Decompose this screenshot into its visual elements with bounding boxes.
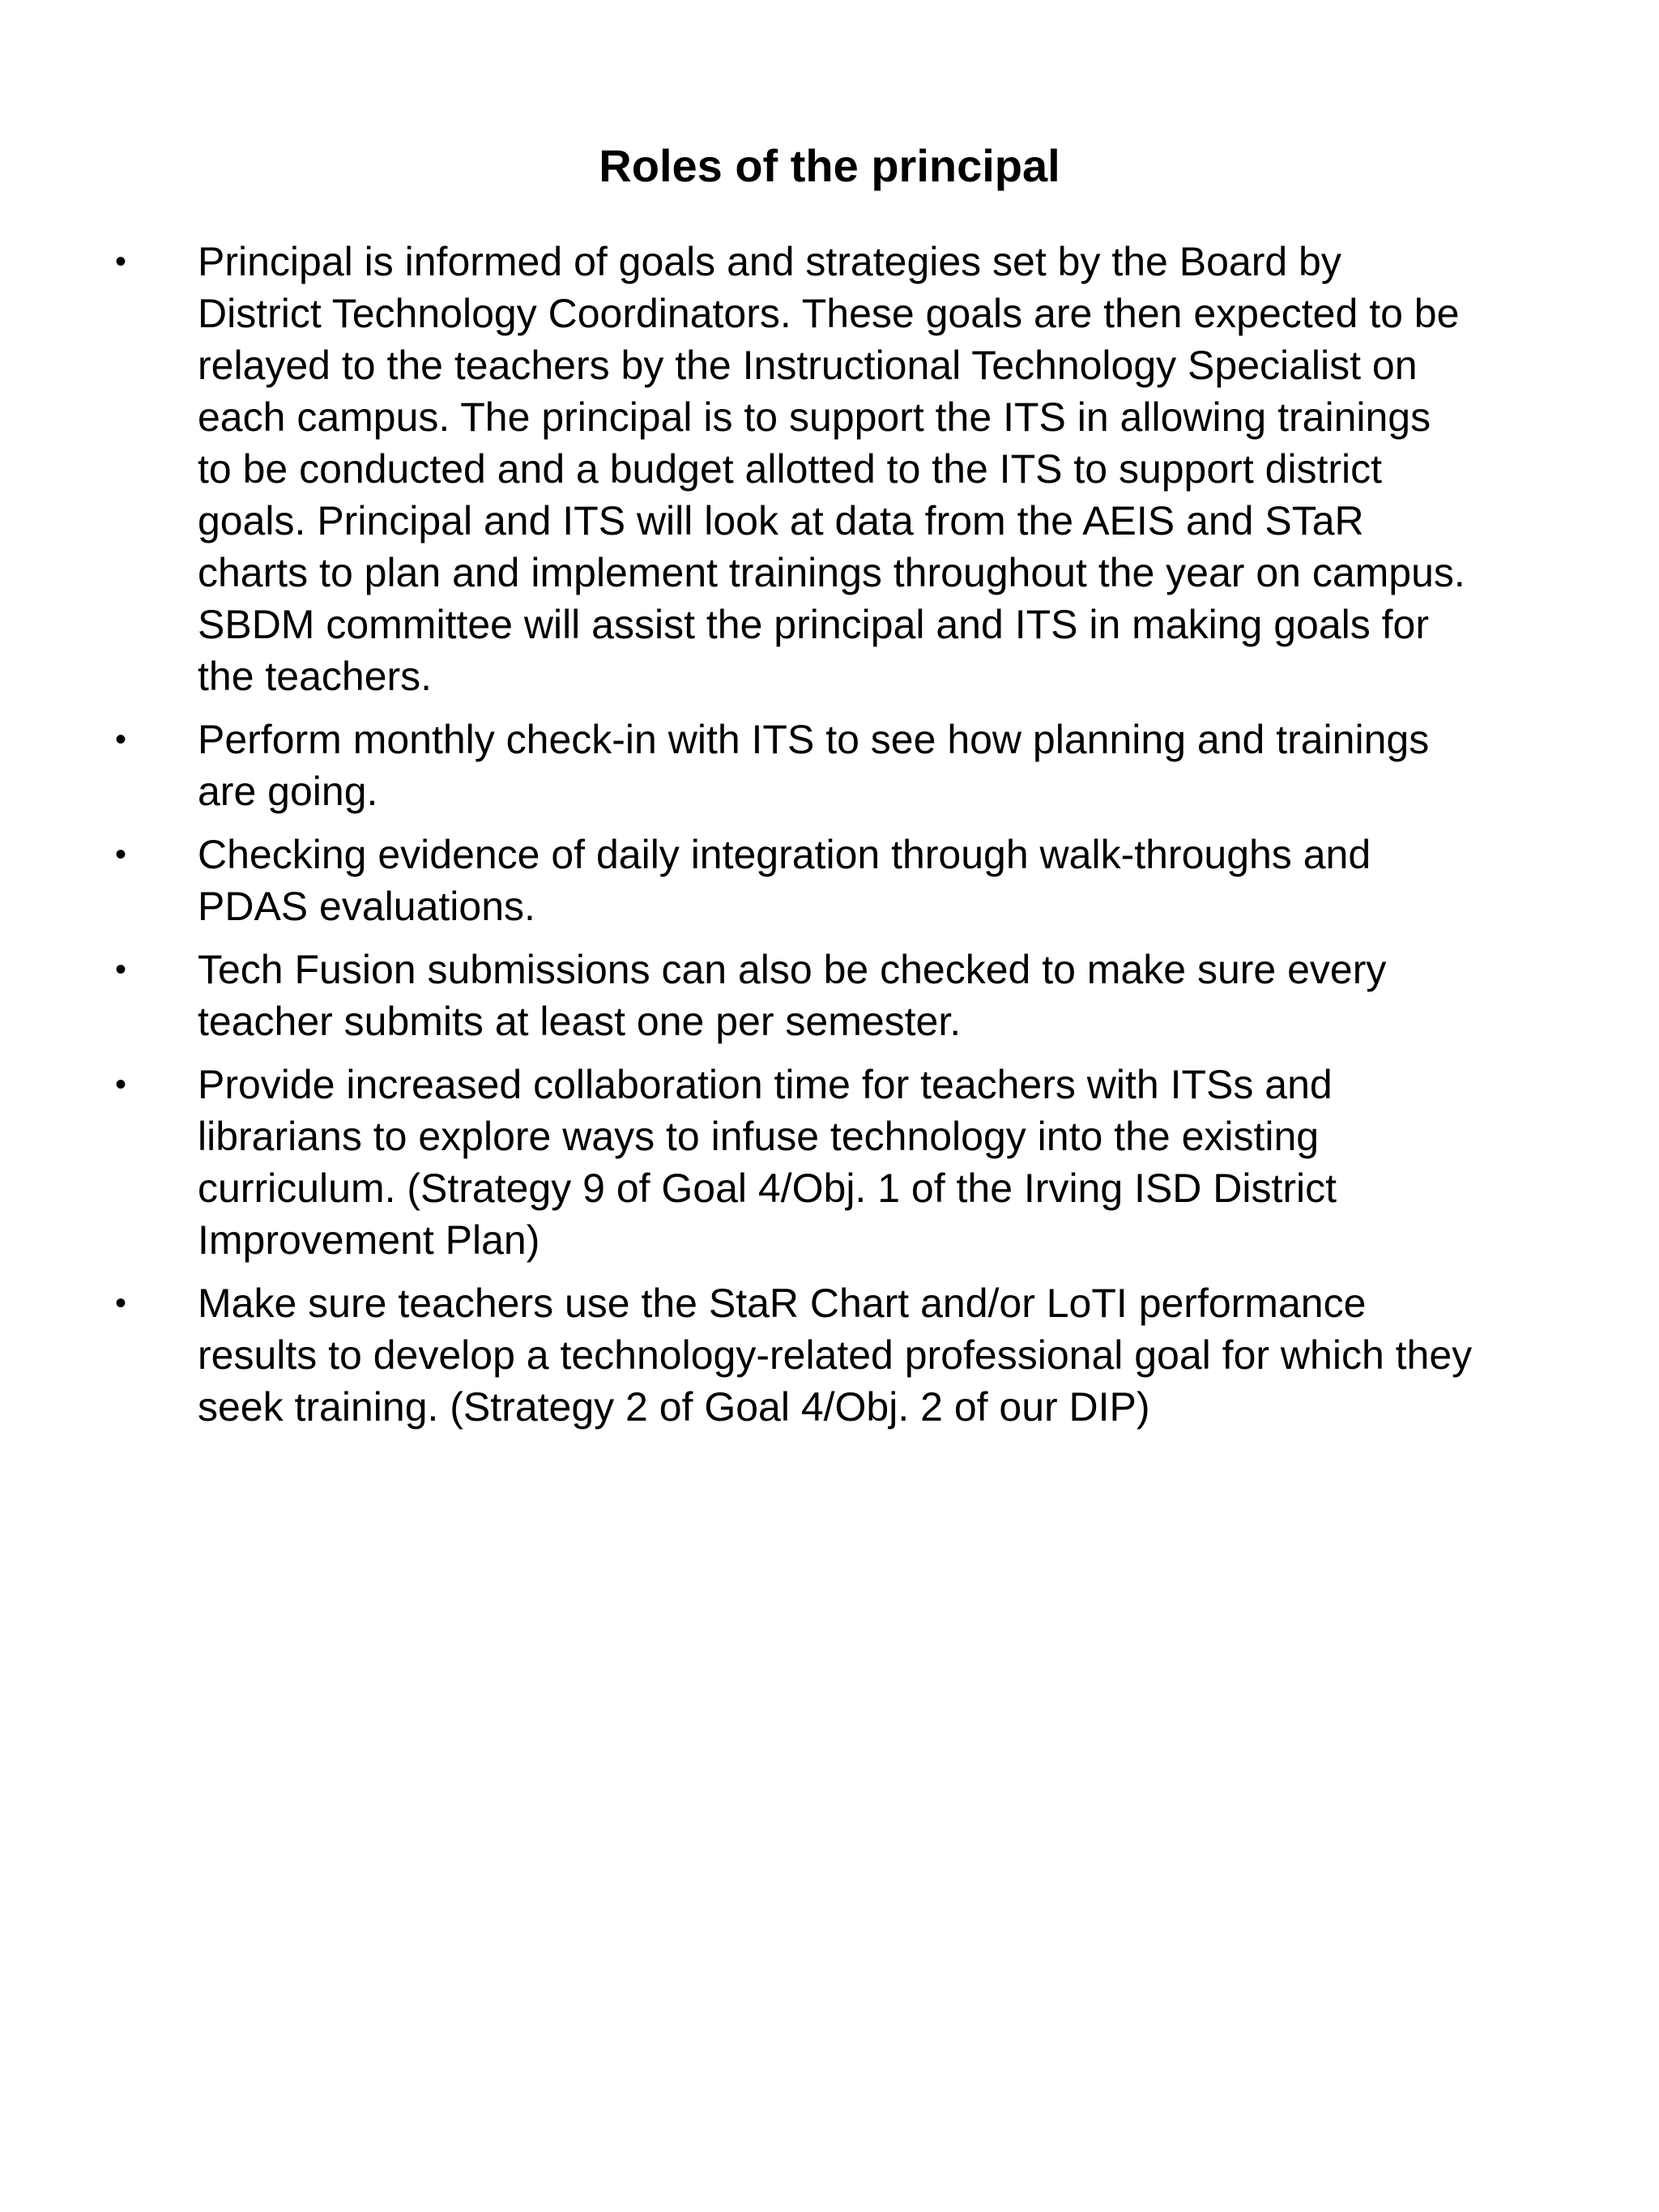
bullet-text	[198, 944, 1578, 1047]
text-line: Tech Fusion submissions can also be checked to make sure every	[198, 947, 1387, 992]
bullet-icon: •	[115, 952, 127, 987]
text-line: Principal is informed of goals and strategies set by the Board by	[198, 239, 1341, 284]
text-line: charts to plan and implement trainings throughout the year on campus.	[198, 550, 1465, 595]
text-line: relayed to the teachers by the Instructional Technology Specialist on	[198, 343, 1418, 388]
text-line: District Technology Coordinators. These goals are then expected to be	[198, 291, 1460, 336]
list-item	[0, 944, 1659, 1047]
text-line: Perform monthly check-in with ITS to see how planning and trainings	[198, 717, 1430, 762]
list-item	[0, 1059, 1659, 1266]
bullet-icon: •	[115, 1285, 127, 1321]
bullet-icon: •	[115, 1067, 127, 1102]
bullet-icon: •	[115, 837, 127, 872]
text-line: seek training. (Strategy 2 of Goal 4/Obj. 2 of our DIP)	[198, 1384, 1150, 1430]
list-item	[0, 1277, 1659, 1433]
text-line: to be conducted and a budget allotted to the ITS to support district	[198, 446, 1383, 492]
text-line: Make sure teachers use the StaR Chart and/or LoTI performance	[198, 1281, 1367, 1326]
list-item	[0, 714, 1659, 817]
text-line: Improvement Plan)	[198, 1217, 540, 1263]
page-title: Roles of the principal	[599, 140, 1060, 191]
text-line: curriculum. (Strategy 9 of Goal 4/Obj. 1 of the Irving ISD District	[198, 1166, 1337, 1211]
text-line: the teachers.	[198, 654, 433, 699]
bullet-text	[198, 1059, 1578, 1266]
text-line: results to develop a technology-related professional goal for which they	[198, 1332, 1473, 1378]
text-line: Checking evidence of daily integration through walk-throughs and	[198, 832, 1371, 877]
text-line: Provide increased collaboration time for teachers with ITSs and	[198, 1062, 1333, 1107]
text-line: PDAS evaluations.	[198, 884, 535, 929]
bullet-list	[0, 236, 1659, 1444]
text-line: each campus. The principal is to support the ITS in allowing trainings	[198, 394, 1431, 440]
bullet-icon: •	[115, 244, 127, 279]
text-line: librarians to explore ways to infuse technology into the existing	[198, 1114, 1320, 1159]
text-line: SBDM committee will assist the principal and ITS in making goals for	[198, 602, 1430, 647]
text-line: teacher submits at least one per semester.	[198, 999, 962, 1044]
bullet-icon: •	[115, 722, 127, 757]
list-item	[0, 829, 1659, 932]
text-line: are going.	[198, 769, 378, 814]
bullet-text	[198, 829, 1578, 932]
bullet-text	[198, 714, 1578, 817]
bullet-text	[198, 236, 1578, 702]
text-line: goals. Principal and ITS will look at data from the AEIS and STaR	[198, 498, 1364, 543]
list-item	[0, 236, 1659, 702]
bullet-text	[198, 1277, 1578, 1433]
